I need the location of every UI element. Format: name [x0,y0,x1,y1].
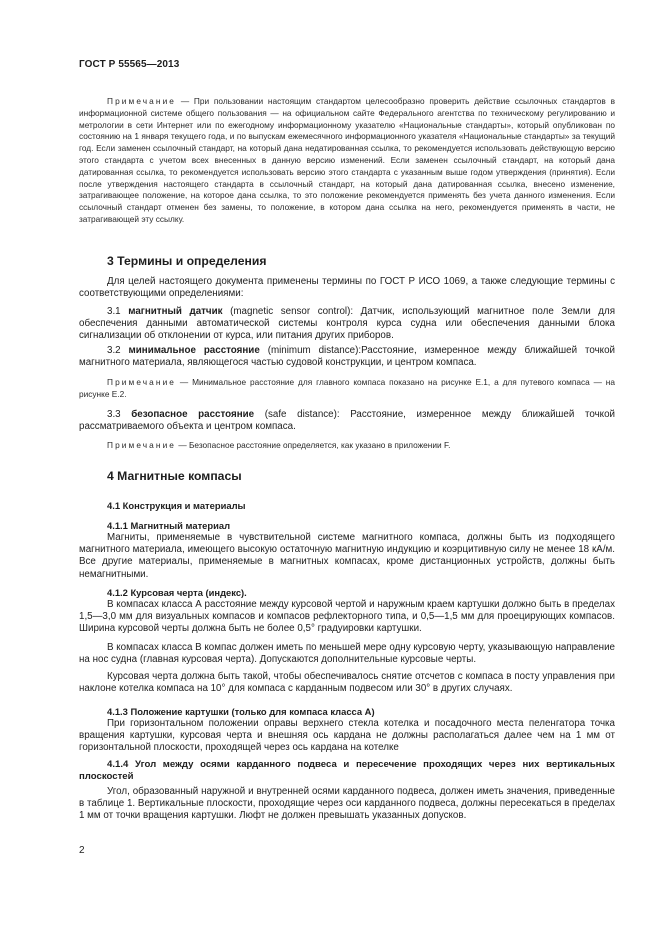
term-name: безопасное расстояние [131,409,255,420]
paragraph-4-1-2-a: В компасах класса А расстояние между курсовой чертой и наружным краем картушки должно быть в пределах 1,5—3,0 мм для визуальных компасов и компасов рефлекторного типа, и 0,5—1,5 мм для проецирующих компасов. Ширина курсовой черты должна быть не более 0,5° градуировки картушки. [79,599,615,635]
note-text: — Безопасное расстояние определяется, как указано в приложении F. [176,440,451,450]
paragraph-4-1-4: Угол, образованный наружной и внутренней осями карданного подвеса, должен иметь значения, приведенные в таблице 1. Вертикальные плоскости, проходящие через оси карданного подвеса, должны пересекаться в пределах 1 мм от точки вращения картушки. Люфт не должен превышать указанных допусков. [79,786,615,822]
note-label: Примечание [107,440,177,450]
note-3-2 [79,377,615,401]
section-3-title: 3 Термины и определения [107,254,267,268]
document-header: ГОСТ Р 55565—2013 [79,59,180,70]
note-text: — Минимальное расстояние для главного компаса показано на рисунке Е.1, а для путевого компаса — на рисунке Е.2. [79,377,615,399]
paragraph-4-1-2-b: В компасах класса В компас должен иметь по меньшей мере одну курсовую черту, указывающую направление на нос судна (главная курсовая черта). Допускаются дополнительные курсовые черты. [79,642,615,666]
term-number: 3.1 [107,306,129,317]
term-definition: (safe distance): Расстояние, измеренное между ближайшей точкой рассматриваемого объекта и центром компаса. [79,409,615,433]
subsection-4-1-title: 4.1 Конструкция и материалы [107,500,246,511]
note-intro [79,96,615,226]
paragraph-4-1-2-c: Курсовая черта должна быть такой, чтобы обеспечивалось снятие отсчетов с компаса в посту управления при наклоне котелка компаса на 10° для компаса с карданным подвесом или 30° в других случаях. [79,671,615,695]
term-definition: (minimum distance):Расстояние, измеренное между ближайшей точкой магнитного материала, являющегося частью судовой конструкции, и центром компаса. [79,345,615,369]
term-definition: (magnetic sensor control): Датчик, использующий магнитное поле Земли для обеспечения данными автоматической системы контроля курса судна или обеспечения данными блока сигнализации об отклонении от курса, или питания других приборов. [79,306,616,342]
term-number: 3.3 [107,409,132,420]
term-name: минимальное расстояние [128,345,260,356]
note-label: Примечание [107,377,177,387]
note-text: — При пользовании настоящим стандартом целесообразно проверить действие ссылочных стандартов в информационной системе общего пользования — на официальном сайте Федерального агентства по техническому регулированию и метрологии в сети Интернет или по ежегодному информационному указателю «Национальные стандарты», который опубликован по состоянию на 1 января текущего года, и по выпускам ежемесячного информационного указателя «Национальные стандарты» за текущий год. Если заменен ссылочный стандарт, на который дана недатированная ссылка, то рекомендуется использовать действующую версию этого стандарта с учетом всех внесенных в данную версию изменений. Если заменен ссылочный стандарт, на который дана датированная ссылка, то рекомендуется использовать версию этого стандарта с указанным выше годом утверждения (принятия). Если после утверждения настоящего стандарта в ссылочный стандарт, на который дана датированная ссылка, внесено изменение, затрагивающее положение, на которое дана ссылка, то это положение рекомендуется применять без учета данного изменения. Если ссылочный стандарт отменен без замены, то положение, в котором дана ссылка на него, рекомендуется применять в части, не затрагивающей эту ссылку. [79,96,615,224]
section-3-intro: Для целей настоящего документа применены термины по ГОСТ Р ИСО 1069, а также следующие термины с соответствующими определениями: [79,276,615,300]
section-4-title: 4 Магнитные компасы [107,469,242,483]
subsection-4-1-2-title: 4.1.2 Курсовая черта (индекс). [107,587,247,598]
paragraph-4-1-3: При горизонтальном положении оправы верхнего стекла котелка и посадочного места пеленгатора точка вращения картушки, курсовая черта и внешняя ось кардана не должны располагаться далее чем на 1 мм от горизонтальной плоскости, проходящей через ось кардана на котелке [79,718,615,754]
term-3-1 [79,306,615,343]
subsection-4-1-3-title: 4.1.3 Положение картушки (только для компаса класса А) [107,706,375,717]
subsection-4-1-1-title: 4.1.1 Магнитный материал [107,520,231,531]
note-label: Примечание [107,96,177,106]
subsection-4-1-4-title: 4.1.4 Угол между осями карданного подвеса и пересечение проходящих через них вертикальных плоскостей [79,759,615,783]
term-3-3 [79,409,615,433]
note-3-3 [79,440,615,452]
page-number: 2 [79,845,85,856]
term-name: магнитный датчик [128,306,223,317]
term-number: 3.2 [107,345,129,356]
term-3-2 [79,345,615,369]
paragraph-4-1-1: Магниты, применяемые в чувствительной системе магнитного компаса, должны быть из подходящего магнитного материала, имеющего высокую остаточную магнитную индукцию и коэрцитивную силу не менее 18 кА/м. Все другие материалы, применяемые в магнитных компасах, кроме дистанционных устройств, должны быть немагнитными. [79,532,615,580]
